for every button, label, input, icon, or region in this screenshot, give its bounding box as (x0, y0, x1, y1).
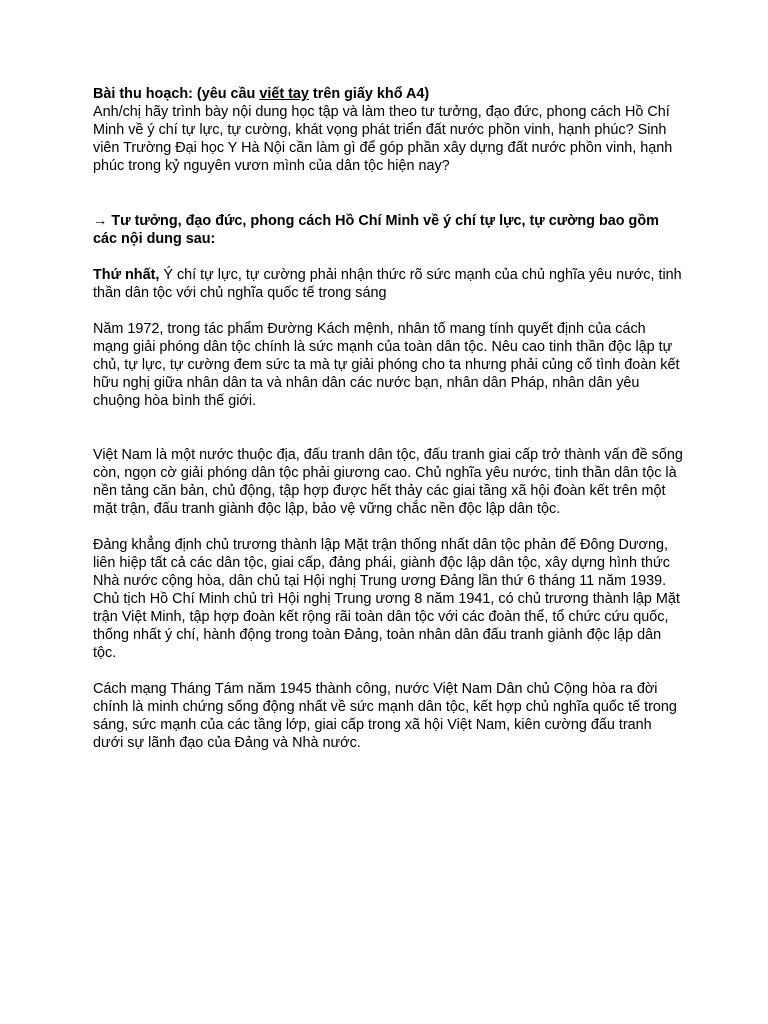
section-heading: → Tư tưởng, đạo đức, phong cách Hồ Chí Minh về ý chí tự lực, tự cường bao gồm các nội dung sau: (93, 213, 659, 247)
title-underlined-text: viết tay (259, 86, 309, 102)
title-text-start: Bài thu hoạch: (yêu cầu (93, 86, 260, 102)
first-point-paragraph (93, 266, 683, 302)
body-paragraph: Cách mạng Tháng Tám năm 1945 thành công, nước Việt Nam Dân chủ Cộng hòa ra đời chính là minh chứng sống động nhất về sức mạnh dân tộc, kết hợp chủ nghĩa quốc tế trong sáng, sức mạnh của các tầng lớp, giai cấp trong xã hội Việt Nam, kiên cường đấu tranh dưới sự lãnh đạo của Đảng và Nhà nước. (93, 681, 677, 751)
body-paragraph: Việt Nam là một nước thuộc địa, đấu tranh dân tộc, đấu tranh giai cấp trở thành vấn đề sống còn, ngọn cờ giải phóng dân tộc phải giương cao. Chủ nghĩa yêu nước, tinh thần dân tộc là nền tảng căn bản, chủ động, tập hợp được hết thảy các giai tầng xã hội đoàn kết trên một mặt trận, đấu tranh giành độc lập, bảo vệ vững chắc nền độc lập dân tộc. (93, 447, 683, 517)
document-page (93, 85, 683, 752)
first-point-label: Thứ nhất, (93, 267, 160, 283)
body-paragraph: Năm 1972, trong tác phẩm Đường Kách mệnh, nhân tố mang tính quyết định của cách mạng giải phóng dân tộc chính là sức mạnh của toàn dân tộc. Nêu cao tinh thần độc lập tự chủ, tự lực, tự cường đem sức ta mà tự giải phóng cho ta nhưng phải củng cố tình đoàn kết hữu nghị giữa nhân dân ta và nhân dân các nước bạn, nhân dân Pháp, nhân dân yêu chuộng hòa bình thế giới. (93, 321, 680, 409)
question-paragraph: Anh/chị hãy trình bày nội dung học tập và làm theo tư tưởng, đạo đức, phong cách Hồ Chí Minh về ý chí tự lực, tự cường, khát vọng phát triển đất nước phồn vinh, hạnh phúc? Sinh viên Trường Đại học Y Hà Nội cần làm gì để góp phần xây dựng đất nước phồn vinh, hạnh phúc trong kỷ nguyên vươn mình của dân tộc hiện nay? (93, 104, 673, 174)
first-point-text: Ý chí tự lực, tự cường phải nhận thức rõ sức mạnh của chủ nghĩa yêu nước, tinh thần dân tộc với chủ nghĩa quốc tế trong sáng (93, 267, 682, 301)
title-text-end: trên giấy khổ A4) (308, 86, 430, 102)
body-paragraph: Đảng khẳng định chủ trương thành lập Mặt trận thống nhất dân tộc phản đế Đông Dương, liên hiệp tất cả các dân tộc, giai cấp, đảng phái, giành độc lập dân tộc, xây dựng hình thức Nhà nước cộng hòa, dân chủ tại Hội nghị Trung ương Đảng lần thứ 6 tháng 11 năm 1939. Chủ tịch Hồ Chí Minh chủ trì Hội nghị Trung ương 8 năm 1941, có chủ trương thành lập Mặt trận Việt Minh, tập hợp đoàn kết rộng rãi toàn dân tộc với các đoàn thể, tổ chức cứu quốc, thống nhất ý chí, hành động trong toàn Đảng, toàn nhân dân đấu tranh giành độc lập dân tộc. (93, 537, 680, 661)
document-title (93, 85, 683, 103)
